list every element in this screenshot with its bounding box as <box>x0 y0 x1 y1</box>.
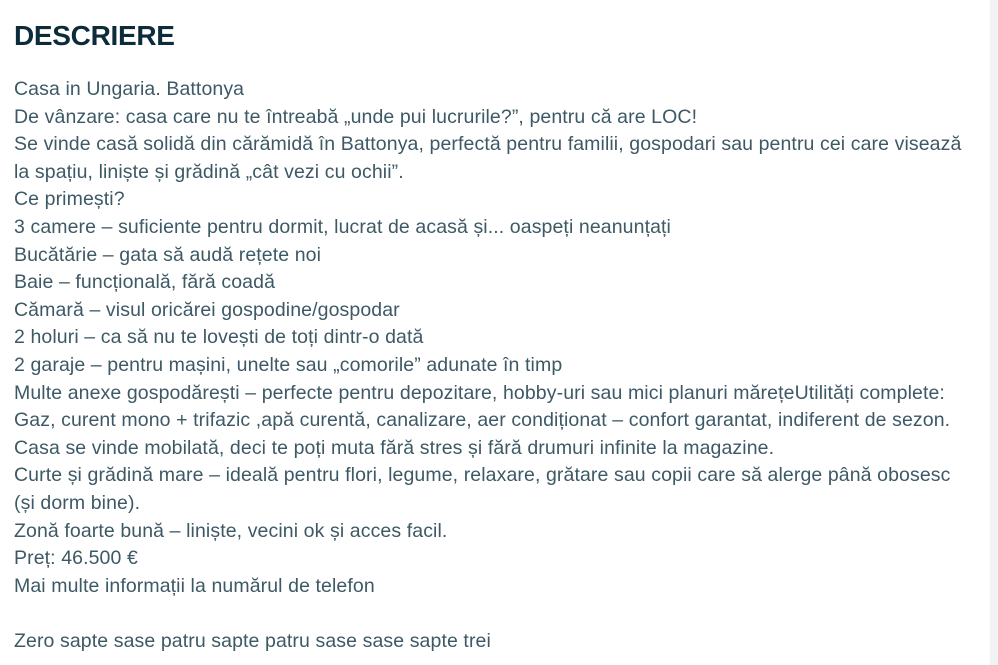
description-line: Curte și grădină mare – ideală pentru flori, legume, relaxare, grătare sau copii care să alerge până obosesc (și dorm bine). <box>14 464 951 514</box>
price-line: Preț: 46.500 € <box>14 547 138 570</box>
description-line: Bucătărie – gata să audă rețete noi <box>14 243 322 266</box>
description-line: Zonă foarte bună – liniște, vecini ok și acces facil. <box>14 519 448 542</box>
listing-description-text <box>14 76 968 655</box>
description-line: De vânzare: casa care nu te întreabă „unde pui lucrurile?”, pentru că are LOC! <box>14 105 698 128</box>
scrollbar-track[interactable] <box>989 0 998 665</box>
contact-info-line: Mai multe informații la numărul de telefon <box>14 574 375 597</box>
description-line: 2 holuri – ca să nu te lovești de toți dintr-o dată <box>14 326 424 349</box>
description-line: Se vinde casă solidă din cărămidă în Battonya, perfectă pentru familii, gospodari sau pentru cei care visează la spațiu, liniște și grădină „cât vezi cu ochii”. <box>14 133 962 183</box>
description-line: 3 camere – suficiente pentru dormit, lucrat de acasă și... oaspeți neanunțați <box>14 215 671 238</box>
description-line-location: Casa in Ungaria. Battonya <box>14 78 245 100</box>
description-line: Gaz, curent mono + trifazic ,apă curentă, canalizare, aer condiționat – confort garantat, indiferent de sezon. <box>14 409 951 432</box>
description-line: Casa se vinde mobilată, deci te poți muta fără stres și fără drumuri infinite la magazine. <box>14 436 775 459</box>
description-line: Cămară – visul oricărei gospodine/gospodar <box>14 298 400 321</box>
description-line: Ce primești? <box>14 188 125 211</box>
description-line: Baie – funcțională, fără coadă <box>14 271 276 294</box>
description-line: 2 garaje – pentru mașini, unelte sau „comorile” adunate în timp <box>14 353 563 376</box>
description-line: Multe anexe gospodărești – perfecte pentru depozitare, hobby-uri sau mici planuri mărețeUtilități complete: <box>14 381 945 404</box>
section-title: DESCRIERE <box>14 20 175 51</box>
phone-number-spelled-line: Zero sapte sase patru sapte patru sase sase sapte trei <box>14 629 491 652</box>
